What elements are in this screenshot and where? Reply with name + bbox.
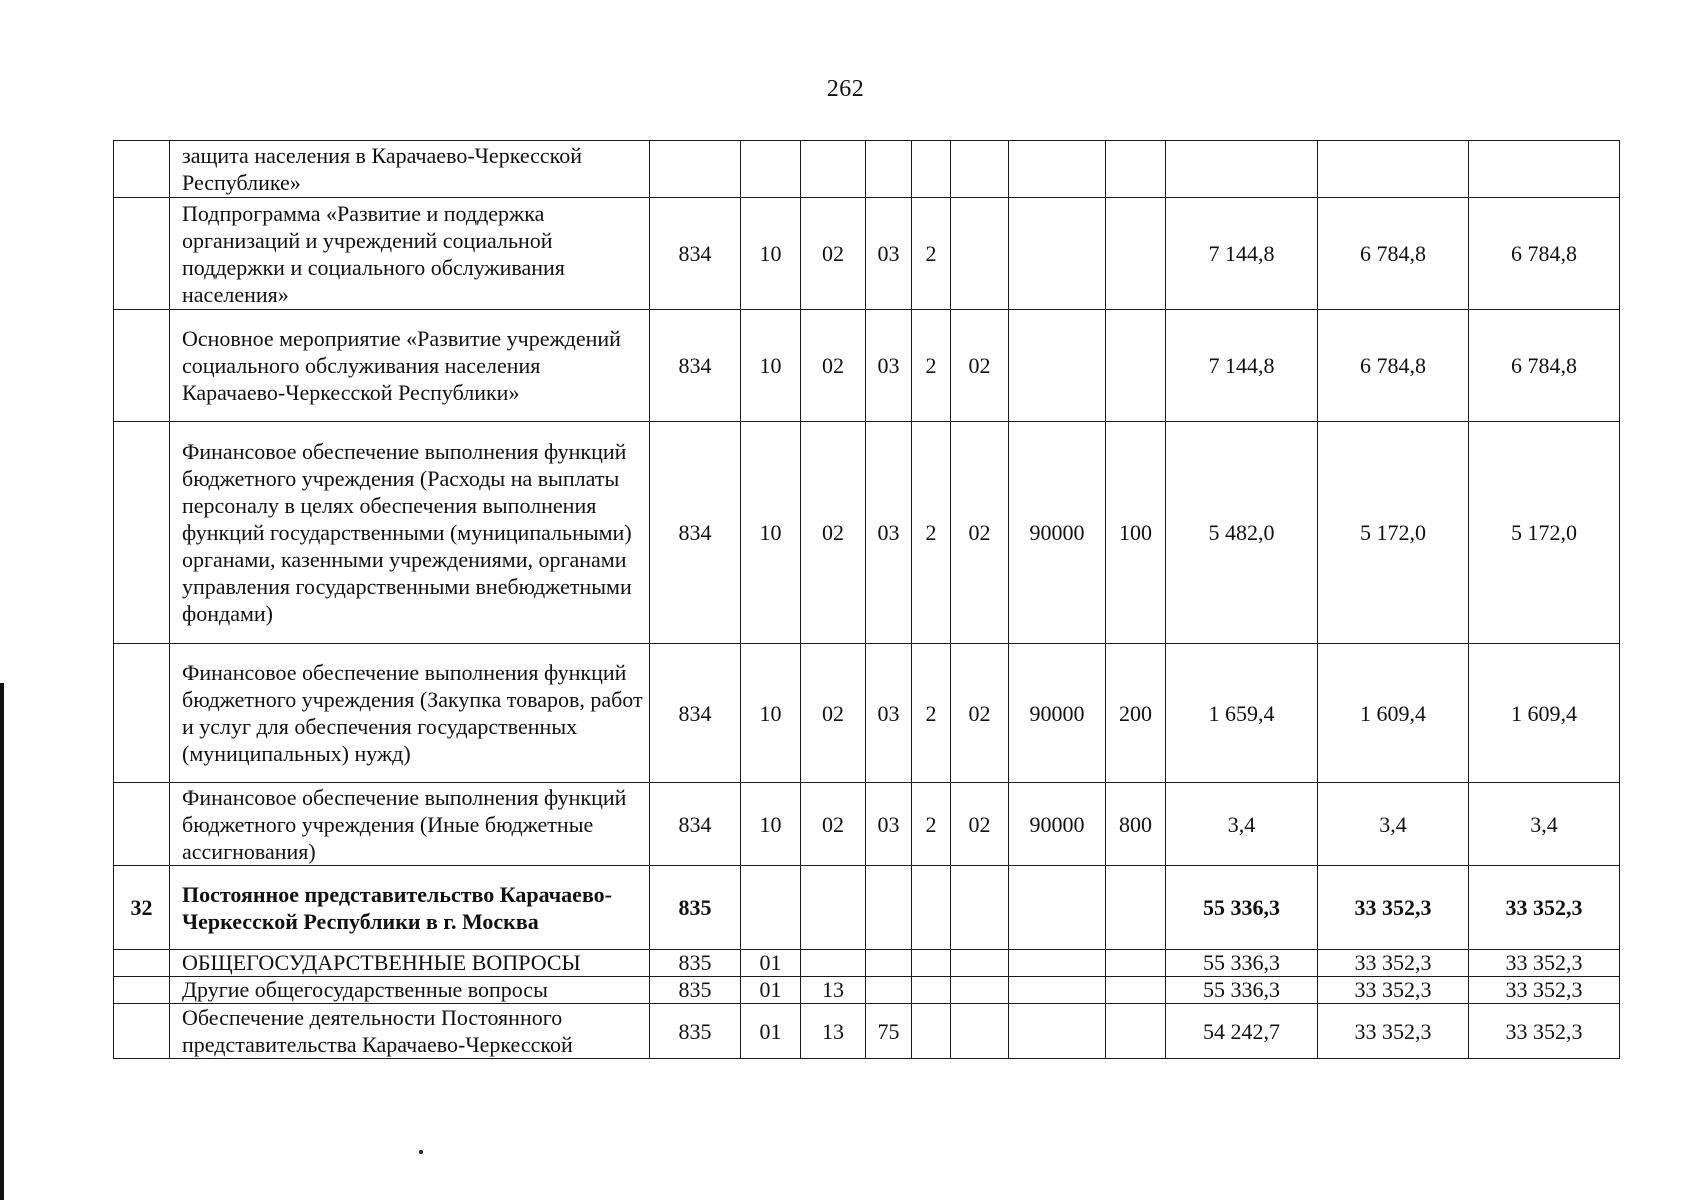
value-year-2-cell: 5 172,0	[1318, 422, 1469, 644]
budget-table	[113, 140, 1620, 1059]
value-year-3-cell	[1469, 141, 1620, 198]
row-name-cell: защита населения в Карачаево-Черкесской Республике»	[170, 141, 650, 198]
code-subprogram-cell	[912, 141, 951, 198]
code-expense-type-cell: 100	[1106, 422, 1166, 644]
value-year-2-cell: 33 352,3	[1318, 866, 1469, 950]
row-number-cell	[114, 1004, 170, 1059]
value-year-1-cell	[1166, 141, 1318, 198]
code-section-cell	[741, 141, 801, 198]
value-year-3-cell: 33 352,3	[1469, 866, 1620, 950]
row-name-cell: ОБЩЕГОСУДАРСТВЕННЫЕ ВОПРОСЫ	[170, 950, 650, 977]
row-number-cell	[114, 422, 170, 644]
row-name-cell: Финансовое обеспечение выполнения функций бюджетного учреждения (Закупка товаров, работ и услуг для обеспечения государственных (муниципальных) нужд)	[170, 644, 650, 783]
value-year-3-cell: 6 784,8	[1469, 198, 1620, 310]
code-section-cell: 10	[741, 198, 801, 310]
page-number: 262	[826, 76, 865, 102]
row-number-cell	[114, 783, 170, 866]
value-year-2-cell: 33 352,3	[1318, 1004, 1469, 1059]
table-row	[114, 977, 1620, 1004]
code-program-cell: 03	[866, 310, 912, 422]
code-subprogram-cell: 2	[912, 198, 951, 310]
code-subprogram-cell: 2	[912, 783, 951, 866]
code-expense-type-cell	[1106, 141, 1166, 198]
code-event-cell: 02	[951, 783, 1009, 866]
code-event-cell: 02	[951, 310, 1009, 422]
code-expense-type-cell	[1106, 866, 1166, 950]
code-program-cell	[866, 950, 912, 977]
table-row	[114, 950, 1620, 977]
code-expense-type-cell: 800	[1106, 783, 1166, 866]
row-name-cell: Финансовое обеспечение выполнения функций бюджетного учреждения (Иные бюджетные ассигнования)	[170, 783, 650, 866]
code-subsection-cell: 02	[801, 783, 866, 866]
code-program-cell	[866, 141, 912, 198]
table-row	[114, 422, 1620, 644]
code-program-cell: 03	[866, 644, 912, 783]
row-number-cell	[114, 977, 170, 1004]
code-admin-cell: 834	[650, 310, 741, 422]
code-subsection-cell: 02	[801, 644, 866, 783]
value-year-3-cell: 33 352,3	[1469, 1004, 1620, 1059]
value-year-1-cell: 55 336,3	[1166, 977, 1318, 1004]
code-section-cell: 10	[741, 422, 801, 644]
scan-edge-mark	[0, 683, 4, 1200]
code-admin-cell: 834	[650, 783, 741, 866]
code-section-cell: 01	[741, 977, 801, 1004]
code-expense-type-cell	[1106, 1004, 1166, 1059]
code-subsection-cell: 02	[801, 310, 866, 422]
code-section-cell: 10	[741, 310, 801, 422]
code-expense-type-cell	[1106, 950, 1166, 977]
code-event-cell: 02	[951, 422, 1009, 644]
value-year-2-cell: 33 352,3	[1318, 977, 1469, 1004]
value-year-2-cell: 1 609,4	[1318, 644, 1469, 783]
value-year-1-cell: 55 336,3	[1166, 950, 1318, 977]
value-year-2-cell: 33 352,3	[1318, 950, 1469, 977]
code-direction-cell: 90000	[1009, 783, 1106, 866]
row-number-cell	[114, 141, 170, 198]
code-admin-cell: 835	[650, 1004, 741, 1059]
code-section-cell: 01	[741, 950, 801, 977]
code-expense-type-cell	[1106, 310, 1166, 422]
value-year-3-cell: 3,4	[1469, 783, 1620, 866]
table-row	[114, 198, 1620, 310]
table-row	[114, 310, 1620, 422]
code-direction-cell: 90000	[1009, 422, 1106, 644]
code-subprogram-cell	[912, 866, 951, 950]
value-year-1-cell: 7 144,8	[1166, 198, 1318, 310]
value-year-3-cell: 33 352,3	[1469, 950, 1620, 977]
code-expense-type-cell: 200	[1106, 644, 1166, 783]
code-program-cell: 75	[866, 1004, 912, 1059]
code-expense-type-cell	[1106, 198, 1166, 310]
code-admin-cell: 835	[650, 866, 741, 950]
table-row	[114, 141, 1620, 198]
value-year-2-cell: 3,4	[1318, 783, 1469, 866]
row-name-cell: Постоянное представительство Карачаево-Черкесской Республики в г. Москва	[170, 866, 650, 950]
code-subsection-cell: 02	[801, 422, 866, 644]
value-year-1-cell: 7 144,8	[1166, 310, 1318, 422]
code-event-cell	[951, 198, 1009, 310]
value-year-1-cell: 1 659,4	[1166, 644, 1318, 783]
table-row	[114, 644, 1620, 783]
code-section-cell	[741, 866, 801, 950]
code-subprogram-cell	[912, 1004, 951, 1059]
code-direction-cell	[1009, 866, 1106, 950]
code-event-cell	[951, 950, 1009, 977]
code-event-cell	[951, 977, 1009, 1004]
code-admin-cell	[650, 141, 741, 198]
value-year-2-cell	[1318, 141, 1469, 198]
row-name-cell: Обеспечение деятельности Постоянного представительства Карачаево-Черкесской	[170, 1004, 650, 1059]
code-section-cell: 10	[741, 783, 801, 866]
code-subsection-cell	[801, 141, 866, 198]
value-year-3-cell: 1 609,4	[1469, 644, 1620, 783]
code-program-cell	[866, 866, 912, 950]
code-event-cell	[951, 141, 1009, 198]
code-direction-cell	[1009, 141, 1106, 198]
code-direction-cell	[1009, 1004, 1106, 1059]
row-number-cell	[114, 950, 170, 977]
table-row	[114, 783, 1620, 866]
row-number-cell	[114, 310, 170, 422]
code-subprogram-cell	[912, 950, 951, 977]
code-subsection-cell: 13	[801, 1004, 866, 1059]
value-year-2-cell: 6 784,8	[1318, 310, 1469, 422]
row-name-cell: Другие общегосударственные вопросы	[170, 977, 650, 1004]
code-program-cell	[866, 977, 912, 1004]
code-subprogram-cell: 2	[912, 422, 951, 644]
code-admin-cell: 835	[650, 977, 741, 1004]
value-year-3-cell: 33 352,3	[1469, 977, 1620, 1004]
code-program-cell: 03	[866, 783, 912, 866]
code-direction-cell	[1009, 198, 1106, 310]
code-program-cell: 03	[866, 422, 912, 644]
code-subsection-cell	[801, 866, 866, 950]
table-body	[114, 141, 1620, 1059]
code-section-cell: 01	[741, 1004, 801, 1059]
code-admin-cell: 834	[650, 198, 741, 310]
value-year-1-cell: 3,4	[1166, 783, 1318, 866]
code-admin-cell: 834	[650, 422, 741, 644]
code-expense-type-cell	[1106, 977, 1166, 1004]
row-name-cell: Финансовое обеспечение выполнения функций бюджетного учреждения (Расходы на выплаты персоналу в целях обеспечения выполнения функций государственными (муниципальными) органами, казенными учреждениями, органами управления государственными внебюджетными фондами)	[170, 422, 650, 644]
code-direction-cell	[1009, 977, 1106, 1004]
code-direction-cell: 90000	[1009, 644, 1106, 783]
code-subsection-cell: 13	[801, 977, 866, 1004]
row-number-cell	[114, 198, 170, 310]
code-section-cell: 10	[741, 644, 801, 783]
code-event-cell	[951, 1004, 1009, 1059]
value-year-2-cell: 6 784,8	[1318, 198, 1469, 310]
code-direction-cell	[1009, 310, 1106, 422]
code-event-cell	[951, 866, 1009, 950]
code-admin-cell: 834	[650, 644, 741, 783]
row-number-cell	[114, 644, 170, 783]
scan-dot	[419, 1150, 423, 1154]
code-subprogram-cell: 2	[912, 644, 951, 783]
code-admin-cell: 835	[650, 950, 741, 977]
code-subprogram-cell: 2	[912, 310, 951, 422]
row-name-cell: Подпрограмма «Развитие и поддержка организаций и учреждений социальной поддержки и социального обслуживания населения»	[170, 198, 650, 310]
code-event-cell: 02	[951, 644, 1009, 783]
code-program-cell: 03	[866, 198, 912, 310]
code-subprogram-cell	[912, 977, 951, 1004]
row-number-cell: 32	[114, 866, 170, 950]
value-year-1-cell: 54 242,7	[1166, 1004, 1318, 1059]
value-year-3-cell: 5 172,0	[1469, 422, 1620, 644]
value-year-1-cell: 5 482,0	[1166, 422, 1318, 644]
table-row	[114, 1004, 1620, 1059]
code-subsection-cell	[801, 950, 866, 977]
row-name-cell: Основное мероприятие «Развитие учреждений социального обслуживания населения Карачаево-Черкесской Республики»	[170, 310, 650, 422]
value-year-1-cell: 55 336,3	[1166, 866, 1318, 950]
value-year-3-cell: 6 784,8	[1469, 310, 1620, 422]
code-direction-cell	[1009, 950, 1106, 977]
code-subsection-cell: 02	[801, 198, 866, 310]
table-row	[114, 866, 1620, 950]
